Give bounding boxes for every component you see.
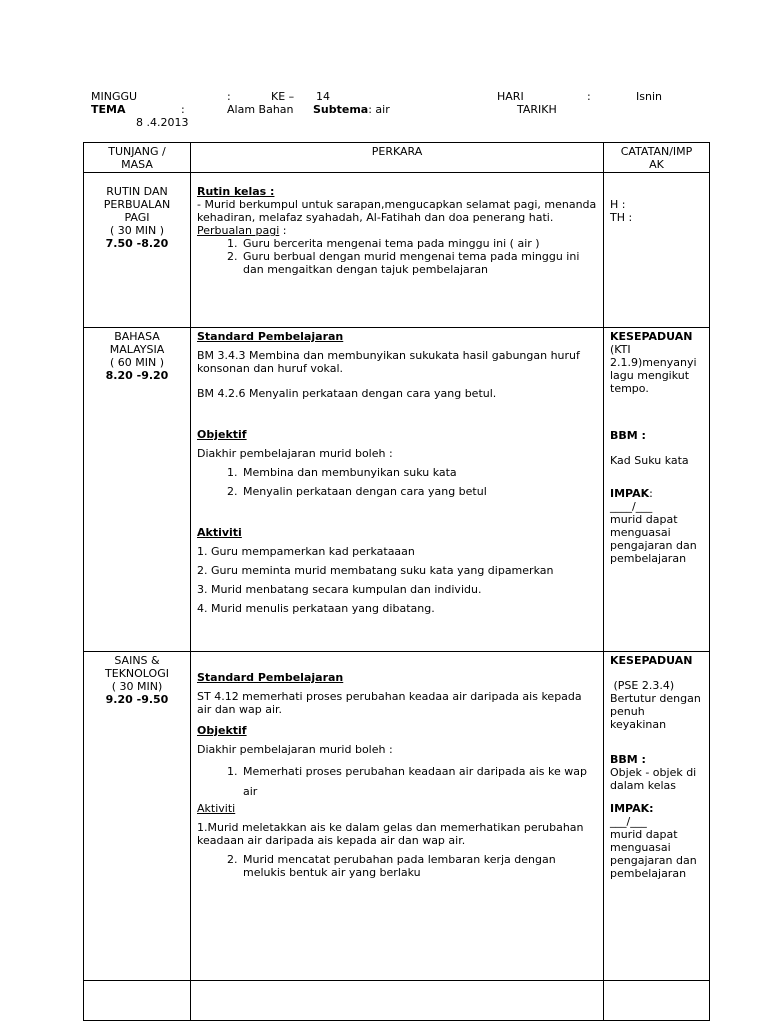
list-item: 1. Guru bercerita mengenai tema pada minggu ini ( air ) [241, 237, 597, 250]
list-item: 2. Guru berbual dengan murid mengenai tema pada minggu ini dan mengaitkan dengan tajuk pembelajaran [241, 250, 597, 276]
tarikh-value: 8 .4.2013 [136, 116, 189, 129]
tarikh-label: TARIKH [517, 103, 557, 116]
tunjang-line: TEKNOLOGI [105, 667, 169, 680]
standard-text: BM 3.4.3 Membina dan membunyikan sukukata hasil gabungan huruf konsonan dan huruf vokal. [197, 349, 580, 375]
subtema-value: : air [368, 103, 390, 116]
kesepaduan-text: (KTI 2.1.9)menyanyi lagu mengikut tempo. [610, 343, 697, 395]
aktiviti-text: 1.Murid meletakkan ais ke dalam gelas dan memerhatikan perubahan keadaan air daripada ais kepada air dan wap air. [197, 821, 584, 847]
tunjang-sains [84, 652, 191, 981]
header-catatan-line2: AK [649, 158, 664, 171]
objektif-list [197, 460, 597, 498]
list-item: 1. Guru mempamerkan kad perkataaan [197, 545, 415, 558]
empty-cell [84, 981, 191, 1021]
tunjang-line: PAGI [124, 211, 150, 224]
bbm-title: BBM : [610, 429, 646, 442]
tema-colon: : [181, 103, 185, 116]
empty-cell [191, 981, 604, 1021]
standard-title: Standard Pembelajaran [197, 330, 344, 343]
ke-label: KE – [271, 90, 295, 103]
tunjang-bm [84, 328, 191, 652]
perbualan-list [197, 237, 597, 276]
header-perkara [191, 143, 604, 173]
perbualan-heading [197, 224, 597, 237]
impak-title: IMPAK [610, 487, 650, 500]
objektif-title: Objektif [197, 724, 247, 737]
list-item: 3. Murid menbatang secara kumpulan dan individu. [197, 583, 482, 596]
impak-blank: ____/___ [610, 500, 653, 513]
aktiviti-list [197, 847, 597, 879]
header-tunjang-line2: MASA [121, 158, 153, 171]
tunjang-line: RUTIN DAN [106, 185, 168, 198]
tunjang-line: ( 60 MIN ) [109, 356, 165, 369]
tunjang-line: MALAYSIA [109, 343, 165, 356]
rutin-title: Rutin kelas : [197, 185, 275, 198]
aktiviti-title: Aktiviti [197, 526, 242, 539]
catatan-sains [604, 652, 710, 981]
catatan-bm [604, 328, 710, 652]
tunjang-rutin [84, 173, 191, 328]
masa-time: 8.20 -9.20 [105, 369, 169, 382]
tunjang-line: PERBUALAN [103, 198, 171, 211]
list-item: 1. Membina dan membunyikan suku kata [241, 466, 597, 479]
tema-value: Alam Bahan [227, 103, 294, 116]
perkara-sains [191, 652, 604, 981]
impak-title: IMPAK: [610, 802, 654, 815]
objektif-intro: Diakhir pembelajaran murid boleh : [197, 743, 393, 756]
impak-heading [610, 467, 703, 500]
rutin-text: - Murid berkumpul untuk sarapan,mengucapkan selamat pagi, menanda kehadiran, melafaz syahadah, Al-Fatihah dan doa penerang hati. [197, 198, 597, 224]
catatan-rutin [604, 173, 710, 328]
kesepaduan-title: KESEPADUAN [610, 330, 693, 343]
ke-value: 14 [316, 90, 330, 103]
hari-colon: : [587, 90, 591, 103]
minggu-label: MINGGU [91, 90, 138, 103]
standard-text: BM 4.2.6 Menyalin perkataan dengan cara yang betul. [197, 387, 497, 400]
impak-colon: : [649, 487, 653, 500]
hari-value: Isnin [636, 90, 662, 103]
masa-time: 9.20 -9.50 [105, 693, 169, 706]
lesson-plan-table [83, 142, 710, 1021]
bbm-title: BBM : [610, 753, 646, 766]
table-header-row [84, 143, 710, 173]
objektif-title: Objektif [197, 428, 247, 441]
subtema-label: Subtema [313, 103, 369, 116]
perbualan-title: Perbualan pagi [197, 224, 280, 237]
header-tunjang [84, 143, 191, 173]
standard-text: ST 4.12 memerhati proses perubahan keadaa air daripada ais kepada air dan wap air. [197, 690, 582, 716]
tema-label: TEMA [91, 103, 126, 116]
empty-cell [604, 981, 710, 1021]
standard-title: Standard Pembelajaran [197, 671, 344, 684]
objektif-list [197, 756, 597, 802]
tunjang-line: ( 30 MIN) [111, 680, 163, 693]
table-row-empty [84, 981, 710, 1021]
list-item: 1. Memerhati proses perubahan keadaan air daripada ais ke wap air [241, 762, 597, 802]
kesepaduan-text: (PSE 2.3.4) Bertutur dengan penuh keyakinan [610, 679, 705, 731]
minggu-colon: : [227, 90, 231, 103]
impak-text: murid dapat menguasai pengajaran dan pembelajaran [610, 828, 697, 880]
list-item: 2. Menyalin perkataan dengan cara yang betul [241, 485, 597, 498]
perbualan-colon: : [279, 224, 287, 237]
perkara-bm [191, 328, 604, 652]
header-catatan [604, 143, 710, 173]
kesepaduan-title: KESEPADUAN [610, 654, 693, 667]
objektif-intro: Diakhir pembelajaran murid boleh : [197, 447, 393, 460]
catatan-th: TH : [610, 211, 633, 224]
header-catatan-line1: CATATAN/IMP [620, 145, 693, 158]
subtema [313, 103, 390, 116]
header-perkara-text: PERKARA [371, 145, 423, 158]
tunjang-line: ( 30 MIN ) [109, 224, 165, 237]
catatan-h: H : [610, 198, 626, 211]
hari-label: HARI [497, 90, 524, 103]
table-row-bahasa-malaysia [84, 328, 710, 652]
list-item: 2. Guru meminta murid membatang suku kata yang dipamerkan [197, 564, 554, 577]
table-row-sains [84, 652, 710, 981]
header-tunjang-line1: TUNJANG / [108, 145, 166, 158]
list-item: 4. Murid menulis perkataan yang dibatang. [197, 602, 435, 615]
table-row-rutin [84, 173, 710, 328]
masa-time: 7.50 -8.20 [105, 237, 169, 250]
bbm-text: Kad Suku kata [610, 454, 689, 467]
impak-blank: ___/___ [610, 815, 647, 828]
bbm-text: Objek - objek di dalam kelas [610, 766, 697, 792]
impak-text: murid dapat menguasai pengajaran dan pembelajaran [610, 513, 697, 565]
list-item: 2. Murid mencatat perubahan pada lembaran kerja dengan melukis bentuk air yang berlaku [241, 853, 597, 879]
perkara-rutin [191, 173, 604, 328]
tunjang-line: BAHASA [114, 330, 160, 343]
tunjang-line: SAINS & [114, 654, 160, 667]
aktiviti-title: Aktiviti [197, 802, 236, 815]
